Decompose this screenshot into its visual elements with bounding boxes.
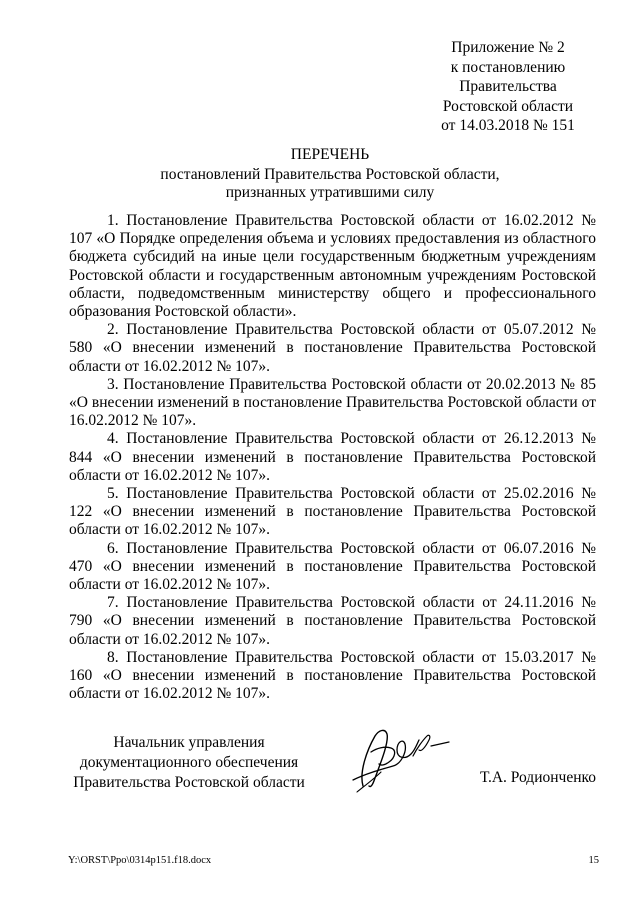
page-number: 15	[588, 855, 599, 866]
list-item: 8. Постановление Правительства Ростовской области от 15.03.2017 № 160 «О внесении изменений в постановление Правительства Ростовской области от 16.02.2012 № 107».	[69, 648, 596, 703]
list-item: 5. Постановление Правительства Ростовской области от 25.02.2016 № 122 «О внесении изменений в постановление Правительства Ростовской области от 16.02.2012 № 107».	[69, 485, 596, 539]
resolutions-list	[69, 212, 596, 703]
list-item: 3. Постановление Правительства Ростовской области от 20.02.2013 № 85 «О внесении изменений в постановление Правительства Ростовской области от 16.02.2012 № 107».	[69, 375, 596, 430]
position-line: Правительства Ростовской области	[73, 774, 305, 791]
footer-file-path: Y:\ORST\Ppo\0314p151.f18.docx	[68, 855, 212, 866]
appendix-line: к постановлению	[450, 58, 566, 76]
list-item: 2. Постановление Правительства Ростовской области от 05.07.2012 № 580 «О внесении изменений в постановление Правительства Ростовской области от 16.02.2012 № 107».	[69, 321, 596, 375]
title-subline: постановлений Правительства Ростовской области,	[160, 165, 500, 183]
position-line: Начальник управления	[113, 734, 265, 751]
appendix-line: от 14.03.2018 № 151	[441, 117, 575, 134]
document-title	[60, 146, 600, 203]
appendix-line: Правительства	[459, 78, 557, 95]
title-subline: признанных утратившими силу	[225, 184, 435, 201]
list-item: 6. Постановление Правительства Ростовской области от 06.07.2016 № 470 «О внесении изменений в постановление Правительства Ростовской области от 16.02.2012 № 107».	[69, 539, 596, 594]
appendix-line: Приложение № 2	[451, 39, 565, 56]
appendix-block	[418, 38, 598, 136]
list-item: 1. Постановление Правительства Ростовской области от 16.02.2012 № 107 «О Порядке определения объема и условиях предоставления из областного бюджета субсидий на иные цели государственным бюджетным учреждениям Ростовской области и государственным автономным учреждениям Ростовской области, подведомственным министерству общего и профессионального образования Ростовской области».	[69, 212, 596, 321]
signer-name: Т.А. Родионченко	[480, 769, 596, 786]
list-item: 7. Постановление Правительства Ростовской области от 24.11.2016 № 790 «О внесении изменений в постановление Правительства Ростовской области от 16.02.2012 № 107».	[69, 594, 596, 648]
list-item: 4. Постановление Правительства Ростовской области от 26.12.2013 № 844 «О внесении изменений в постановление Правительства Ростовской области от 16.02.2012 № 107».	[69, 430, 596, 484]
title-heading: ПЕРЕЧЕНЬ	[290, 146, 370, 163]
position-line: документационного обеспечения	[79, 754, 299, 771]
appendix-line: Ростовской области	[442, 97, 574, 115]
handwritten-signature	[345, 722, 455, 796]
signatory-position	[66, 733, 312, 793]
